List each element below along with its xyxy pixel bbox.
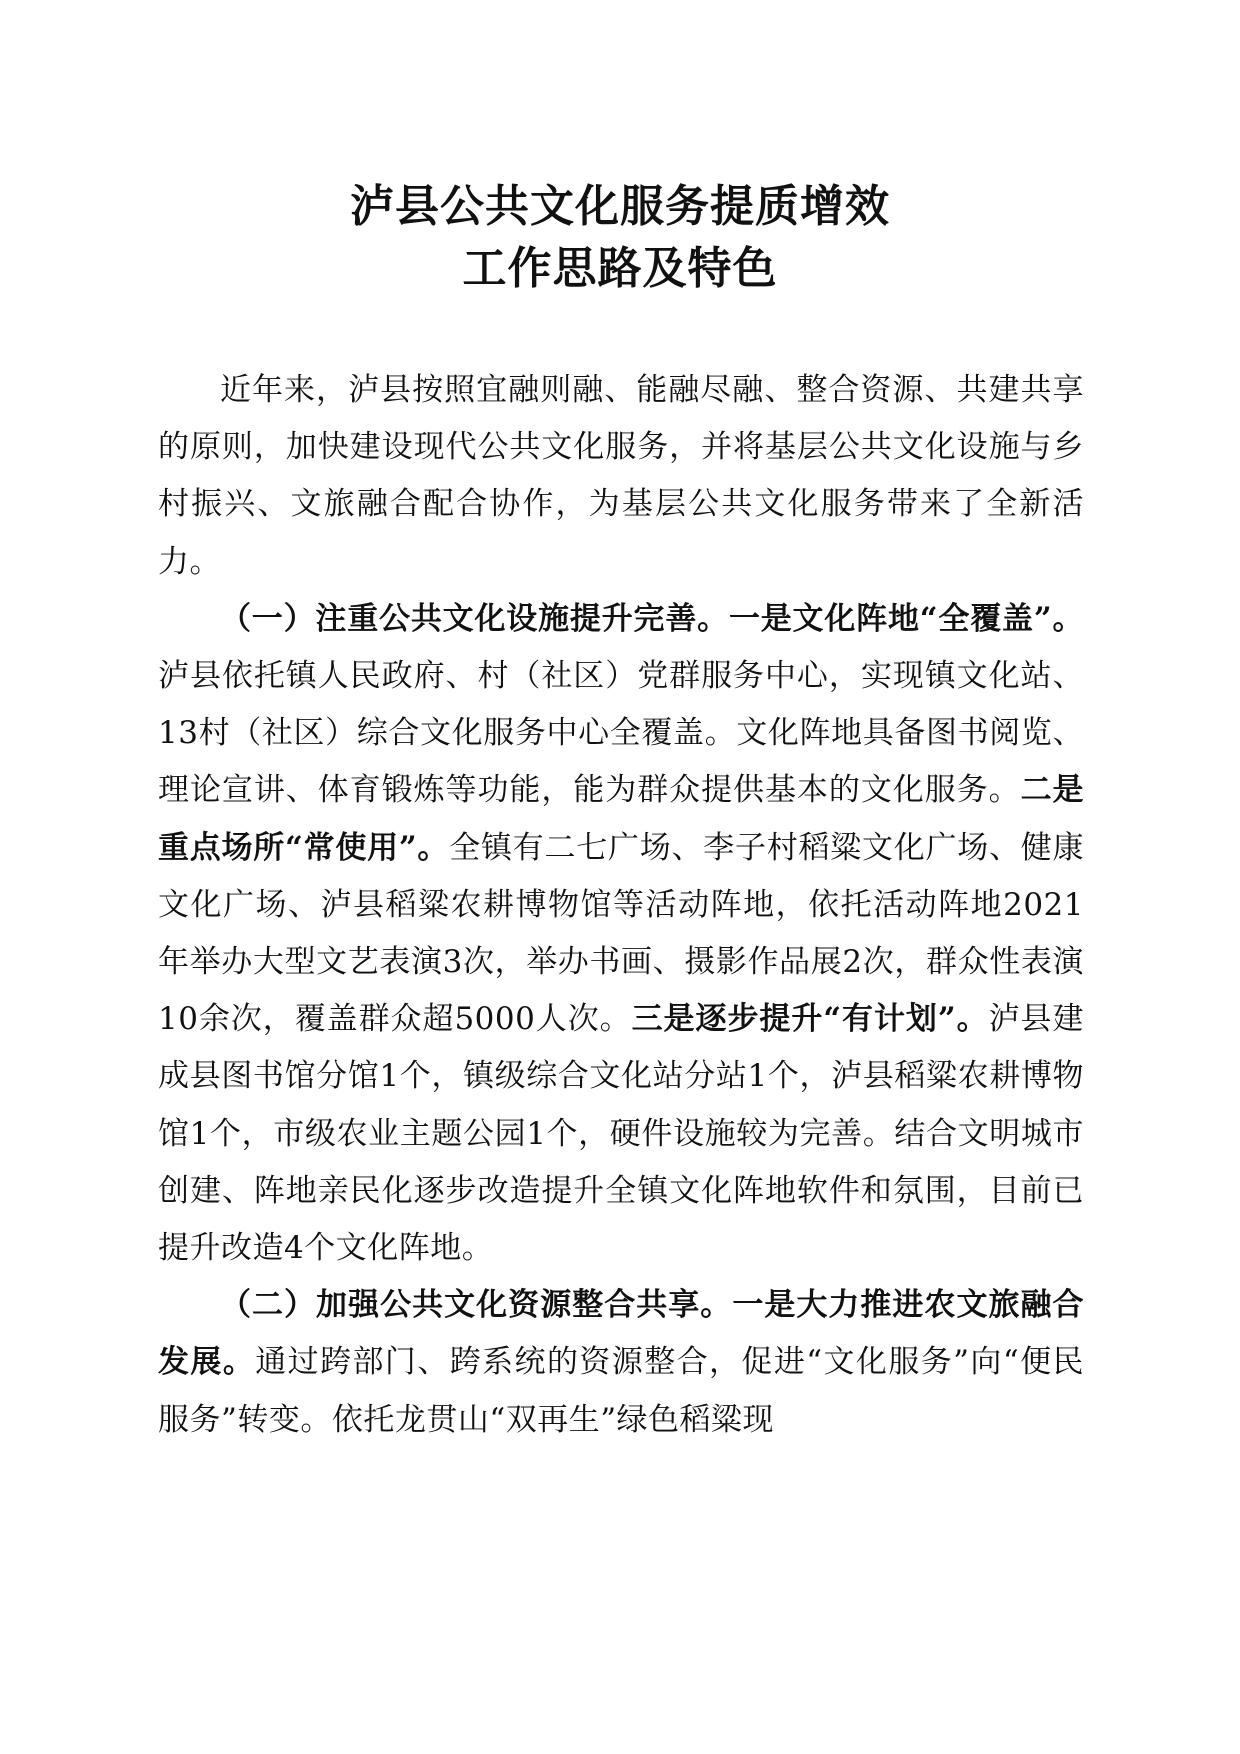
section-1-point-3-text: 泸县建成县图书馆分馆1个，镇级综合文化站分站1个，泸县稻粱农耕博物馆1个，市级农业主题公园1个，硬件设施较为完善。结合文明城市创建、阵地亲民化逐步改造提升全镇文化阵地软件和氛围，目前已提升改造4个文化阵地。 xyxy=(158,1001,1084,1267)
section-1-point-3-title: 三是逐步提升“有计划”。 xyxy=(631,1001,989,1038)
title-line-1: 泸县公共文化服务提质增效 xyxy=(350,181,890,232)
section-1-point-1-title: 一是文化阵地“全覆盖”。 xyxy=(728,600,1084,637)
section-1-heading: （一）注重公共文化设施提升完善。 xyxy=(220,600,729,637)
title-line-2: 工作思路及特色 xyxy=(462,243,778,294)
section-2-heading: （二）加强公共文化资源整合共享。 xyxy=(220,1287,733,1324)
section-2-point-1-title: 一是大力推进农文旅融合发展。 xyxy=(158,1287,1085,1381)
section-2-point-1-text: 通过跨部门、跨系统的资源整合，促进“文化服务”向“便民服务”转变。依托龙贯山“双再生”绿色稻粱现 xyxy=(158,1344,1085,1438)
intro-paragraph xyxy=(158,362,1084,591)
section-1-point-2-title: 二是重点场所“常使用”。 xyxy=(158,772,1085,866)
section-1-paragraph xyxy=(158,591,1084,1277)
section-1-point-2-text: 全镇有二七广场、李子村稻粱文化广场、健康文化广场、泸县稻粱农耕博物馆等活动阵地，依托活动阵地2021年举办大型文艺表演3次，举办书画、摄影作品展2次，群众性表演10余次，覆盖群众超5000人次。 xyxy=(158,829,1085,1038)
document-body xyxy=(158,362,1084,1449)
intro-text: 近年来，泸县按照宜融则融、能融尽融、整合资源、共建共享的原则，加快建设现代公共文化服务，并将基层公共文化设施与乡村振兴、文旅融合配合协作，为基层公共文化服务带来了全新活力。 xyxy=(158,372,1084,580)
section-2-paragraph xyxy=(158,1277,1084,1449)
section-1-point-1-text: 泸县依托镇人民政府、村（社区）党群服务中心，实现镇文化站、13村（社区）综合文化服务中心全覆盖。文化阵地具备图书阅览、理论宣讲、体育锻炼等功能，能为群众提供基本的文化服务。 xyxy=(158,658,1084,809)
document-title xyxy=(150,176,1090,300)
